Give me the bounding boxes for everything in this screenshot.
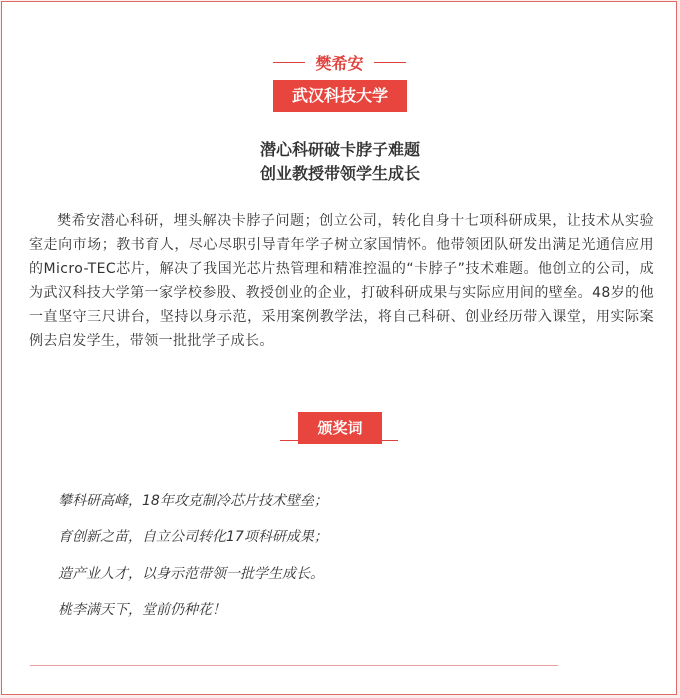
- name-divider-left: [273, 62, 305, 63]
- name-header: [0, 48, 680, 76]
- award-citation-line: 桃李满天下，堂前仍种花！: [58, 602, 226, 618]
- award-divider-right: [382, 440, 398, 441]
- bottom-divider: [30, 665, 558, 666]
- headline-line-2: 创业教授带领学生成长: [259, 164, 420, 183]
- award-citation-line: 育创新之苗，自立公司转化17项科研成果；: [58, 529, 328, 545]
- university-badge: 武汉科技大学: [273, 80, 407, 112]
- name-divider-right: [374, 62, 406, 63]
- profile-body-text: 樊希安潜心科研，埋头解决卡脖子问题；创立公司，转化自身十七项科研成果，让技术从实验室走向市场；教书育人，尽心尽职引导青年学子树立家国情怀。他带领团队研发出满足光通信应用的Micro-TEC芯片，解决了我国光芯片热管理和精准控温的“卡脖子”技术难题。他创立的公司，成为武汉科技大学第一家学校参股、教授创业的企业，打破科研成果与实际应用间的壁垒。48岁的他一直坚守三尺讲台，坚持以身示范，采用案例教学法，将自己科研、创业经历带入课堂，用实际案例去启发学生，带领一批批学子成长。: [29, 213, 654, 349]
- award-section-badge: 颁奖词: [298, 412, 382, 444]
- award-citation-line: 攀科研高峰，18年攻克制冷芯片技术壁垒；: [58, 493, 328, 509]
- award-citation-line: 造产业人才，以身示范带领一批学生成长。: [58, 566, 324, 582]
- award-divider-left: [280, 440, 298, 441]
- person-name: 樊希安: [315, 54, 364, 73]
- headline-line-1: 潜心科研破卡脖子难题: [259, 140, 420, 159]
